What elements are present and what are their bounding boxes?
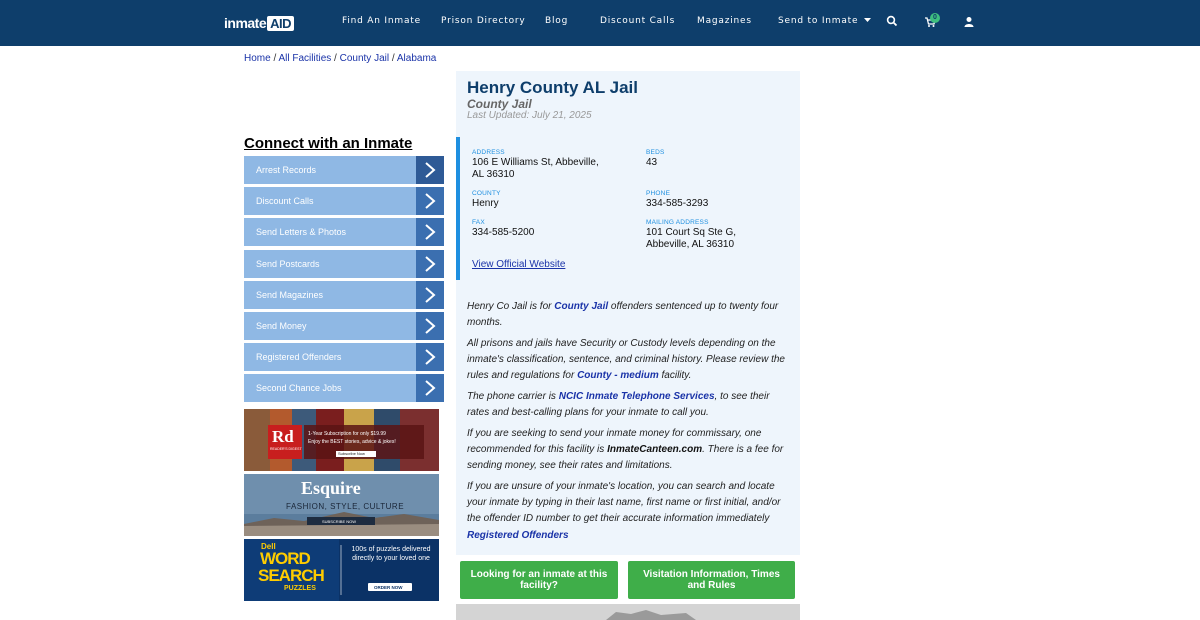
registered-offenders-link[interactable]: Registered Offenders [467, 529, 569, 541]
connect-inmate-title: Connect with an Inmate [244, 135, 413, 152]
menu-item-send-postcards[interactable] [244, 250, 444, 278]
chevron-right-icon [416, 281, 444, 309]
desc-text: The phone carrier is [467, 391, 559, 402]
nav-find-inmate[interactable]: Find An Inmate [342, 16, 421, 26]
logo-text-inmate: inmate [224, 15, 267, 31]
connect-menu [244, 156, 444, 406]
nav-discount-calls[interactable]: Discount Calls [600, 16, 676, 26]
menu-item-registered-offenders[interactable] [244, 343, 444, 371]
desc-text: If you are unsure of your inmate's location, you can search and locate your inmate by typing in their last name, first name or first initial, and/or the offender ID number to get their accurate information immediately [467, 481, 781, 525]
word-search-text: 100s of puzzles delivered directly to your loved one [351, 546, 431, 562]
phone-value: 334-585-3293 [646, 198, 709, 209]
rd-offer-text: 1-Year Subscription for only $19.99 [308, 431, 386, 437]
address-line2: AL 36310 [472, 169, 515, 180]
top-navbar [0, 0, 1200, 46]
chevron-right-icon [416, 156, 444, 184]
mailing-address-line1: 101 Court Sq Ste G, [646, 227, 737, 238]
menu-item-second-chance-jobs[interactable] [244, 374, 444, 402]
chevron-right-icon [416, 218, 444, 246]
description-paragraph-5 [467, 479, 789, 544]
cart-count-badge: 0 [930, 13, 940, 23]
search-icon[interactable] [886, 15, 898, 27]
desc-text: All prisons and jails have Security or Custody levels depending on the inmate's classification, sentence, and criminal history. Please review the rules and regulations for [467, 338, 785, 382]
official-website-link[interactable]: View Official Website [472, 259, 566, 270]
beds-value: 43 [646, 157, 658, 168]
facility-name: Henry County AL Jail [467, 78, 638, 97]
phone-carrier-link[interactable]: NCIC Inmate Telephone Services [558, 391, 715, 402]
esquire-ad[interactable] [244, 474, 439, 536]
description-paragraph-4 [467, 426, 789, 475]
county-label: COUNTY [472, 190, 501, 197]
facility-type: County Jail [467, 97, 532, 111]
menu-item-arrest-records[interactable] [244, 156, 444, 184]
description-paragraph-1 [467, 299, 789, 331]
fax-label: FAX [472, 219, 485, 226]
menu-item-label: Send Magazines [256, 289, 324, 300]
word-search-order-button[interactable]: ORDER NOW [374, 585, 403, 590]
menu-item-send-magazines[interactable] [244, 281, 444, 309]
desc-text: offenders sentenced up to twenty four months. [467, 301, 779, 329]
logo-text-aid: AID [267, 16, 294, 31]
mailing-address-line2: Abbeville, AL 36310 [646, 239, 735, 250]
desc-text: If you are seeking to send your inmate money for commissary, one recommended for this facility is [467, 428, 762, 456]
breadcrumb-county-jail[interactable]: County Jail [339, 53, 390, 64]
menu-item-label: Registered Offenders [256, 352, 342, 363]
readers-digest-ad[interactable] [244, 409, 439, 471]
chevron-right-icon [416, 250, 444, 278]
chevron-right-icon [416, 312, 444, 340]
breadcrumb-separator: / [270, 53, 279, 64]
phone-label: PHONE [646, 190, 671, 197]
word-search-ad[interactable] [244, 539, 439, 601]
breadcrumb-all-facilities[interactable]: All Facilities [278, 53, 332, 64]
nav-send-to-inmate[interactable] [778, 16, 871, 26]
fax-value: 334-585-5200 [472, 227, 535, 238]
breadcrumb-separator: / [331, 53, 340, 64]
inmate-canteen-text: InmateCanteen.com [607, 444, 703, 456]
desc-text: Henry Co Jail is for [467, 301, 555, 312]
breadcrumb-home[interactable]: Home [244, 53, 271, 64]
rd-subscribe-button[interactable]: Subscribe Now [338, 451, 365, 456]
desc-text: facility. [658, 370, 692, 382]
find-inmate-facility-button[interactable]: Looking for an inmate at this facility? [460, 561, 618, 599]
menu-item-label: Discount Calls [256, 196, 314, 207]
breadcrumb-separator: / [389, 53, 397, 64]
chevron-right-icon [416, 187, 444, 215]
esquire-subscribe-button[interactable]: SUBSCRIBE NOW [322, 519, 357, 524]
puzzles-title: PUZZLES [284, 585, 316, 592]
nav-send-to-inmate-label: Send to Inmate [778, 16, 859, 26]
dell-brand-text: Dell [261, 542, 276, 551]
county-jail-link[interactable]: County Jail [554, 301, 609, 312]
nav-magazines[interactable]: Magazines [697, 16, 752, 26]
chevron-right-icon [416, 343, 444, 371]
nav-blog[interactable]: Blog [545, 16, 569, 26]
menu-item-label: Send Letters & Photos [256, 227, 347, 238]
caret-down-icon [864, 18, 871, 23]
county-medium-link[interactable]: County - medium [577, 370, 659, 382]
visitation-info-button[interactable]: Visitation Information, Times and Rules [628, 561, 795, 599]
esquire-tagline: FASHION, STYLE, CULTURE [286, 502, 405, 511]
description-paragraph-3 [467, 389, 789, 421]
desc-text: , to see their rates and best-calling plans for your inmate to call you. [467, 391, 770, 419]
mailing-address-label: MAILING ADDRESS [646, 219, 709, 226]
address-label: ADDRESS [472, 149, 505, 156]
breadcrumb [244, 53, 436, 64]
description-paragraph-2 [467, 336, 789, 385]
menu-item-label: Arrest Records [256, 165, 317, 175]
menu-item-label: Send Postcards [256, 258, 320, 269]
beds-label: BEDS [646, 149, 665, 156]
facility-photo-art [456, 604, 800, 620]
menu-item-send-money[interactable] [244, 312, 444, 340]
menu-item-label: Send Money [256, 320, 307, 331]
esquire-title: Esquire [301, 478, 361, 498]
nav-prison-directory[interactable]: Prison Directory [441, 16, 526, 26]
desc-text: . There is a fee for sending money, see their rates and limitations. [467, 444, 784, 472]
county-value: Henry [472, 198, 499, 209]
last-updated: Last Updated: July 21, 2025 [467, 110, 592, 121]
breadcrumb-alabama[interactable]: Alabama [396, 53, 437, 64]
menu-item-label: Second Chance Jobs [256, 383, 342, 394]
rd-tagline-text: Enjoy the BEST stories, advice & jokes! [308, 439, 396, 445]
site-logo[interactable] [224, 12, 294, 34]
address-line1: 106 E Williams St, Abbeville, [472, 157, 599, 168]
menu-item-discount-calls[interactable] [244, 187, 444, 215]
rd-brand-text: READER'S DIGEST [270, 447, 302, 451]
facility-photo [456, 604, 800, 620]
user-icon[interactable] [963, 16, 975, 28]
chevron-right-icon [416, 374, 444, 402]
word-title: WORD [260, 549, 310, 568]
menu-item-send-letters[interactable] [244, 218, 444, 246]
rd-logo-text: Rd [272, 427, 294, 446]
search-title: SEARCH [258, 566, 324, 585]
